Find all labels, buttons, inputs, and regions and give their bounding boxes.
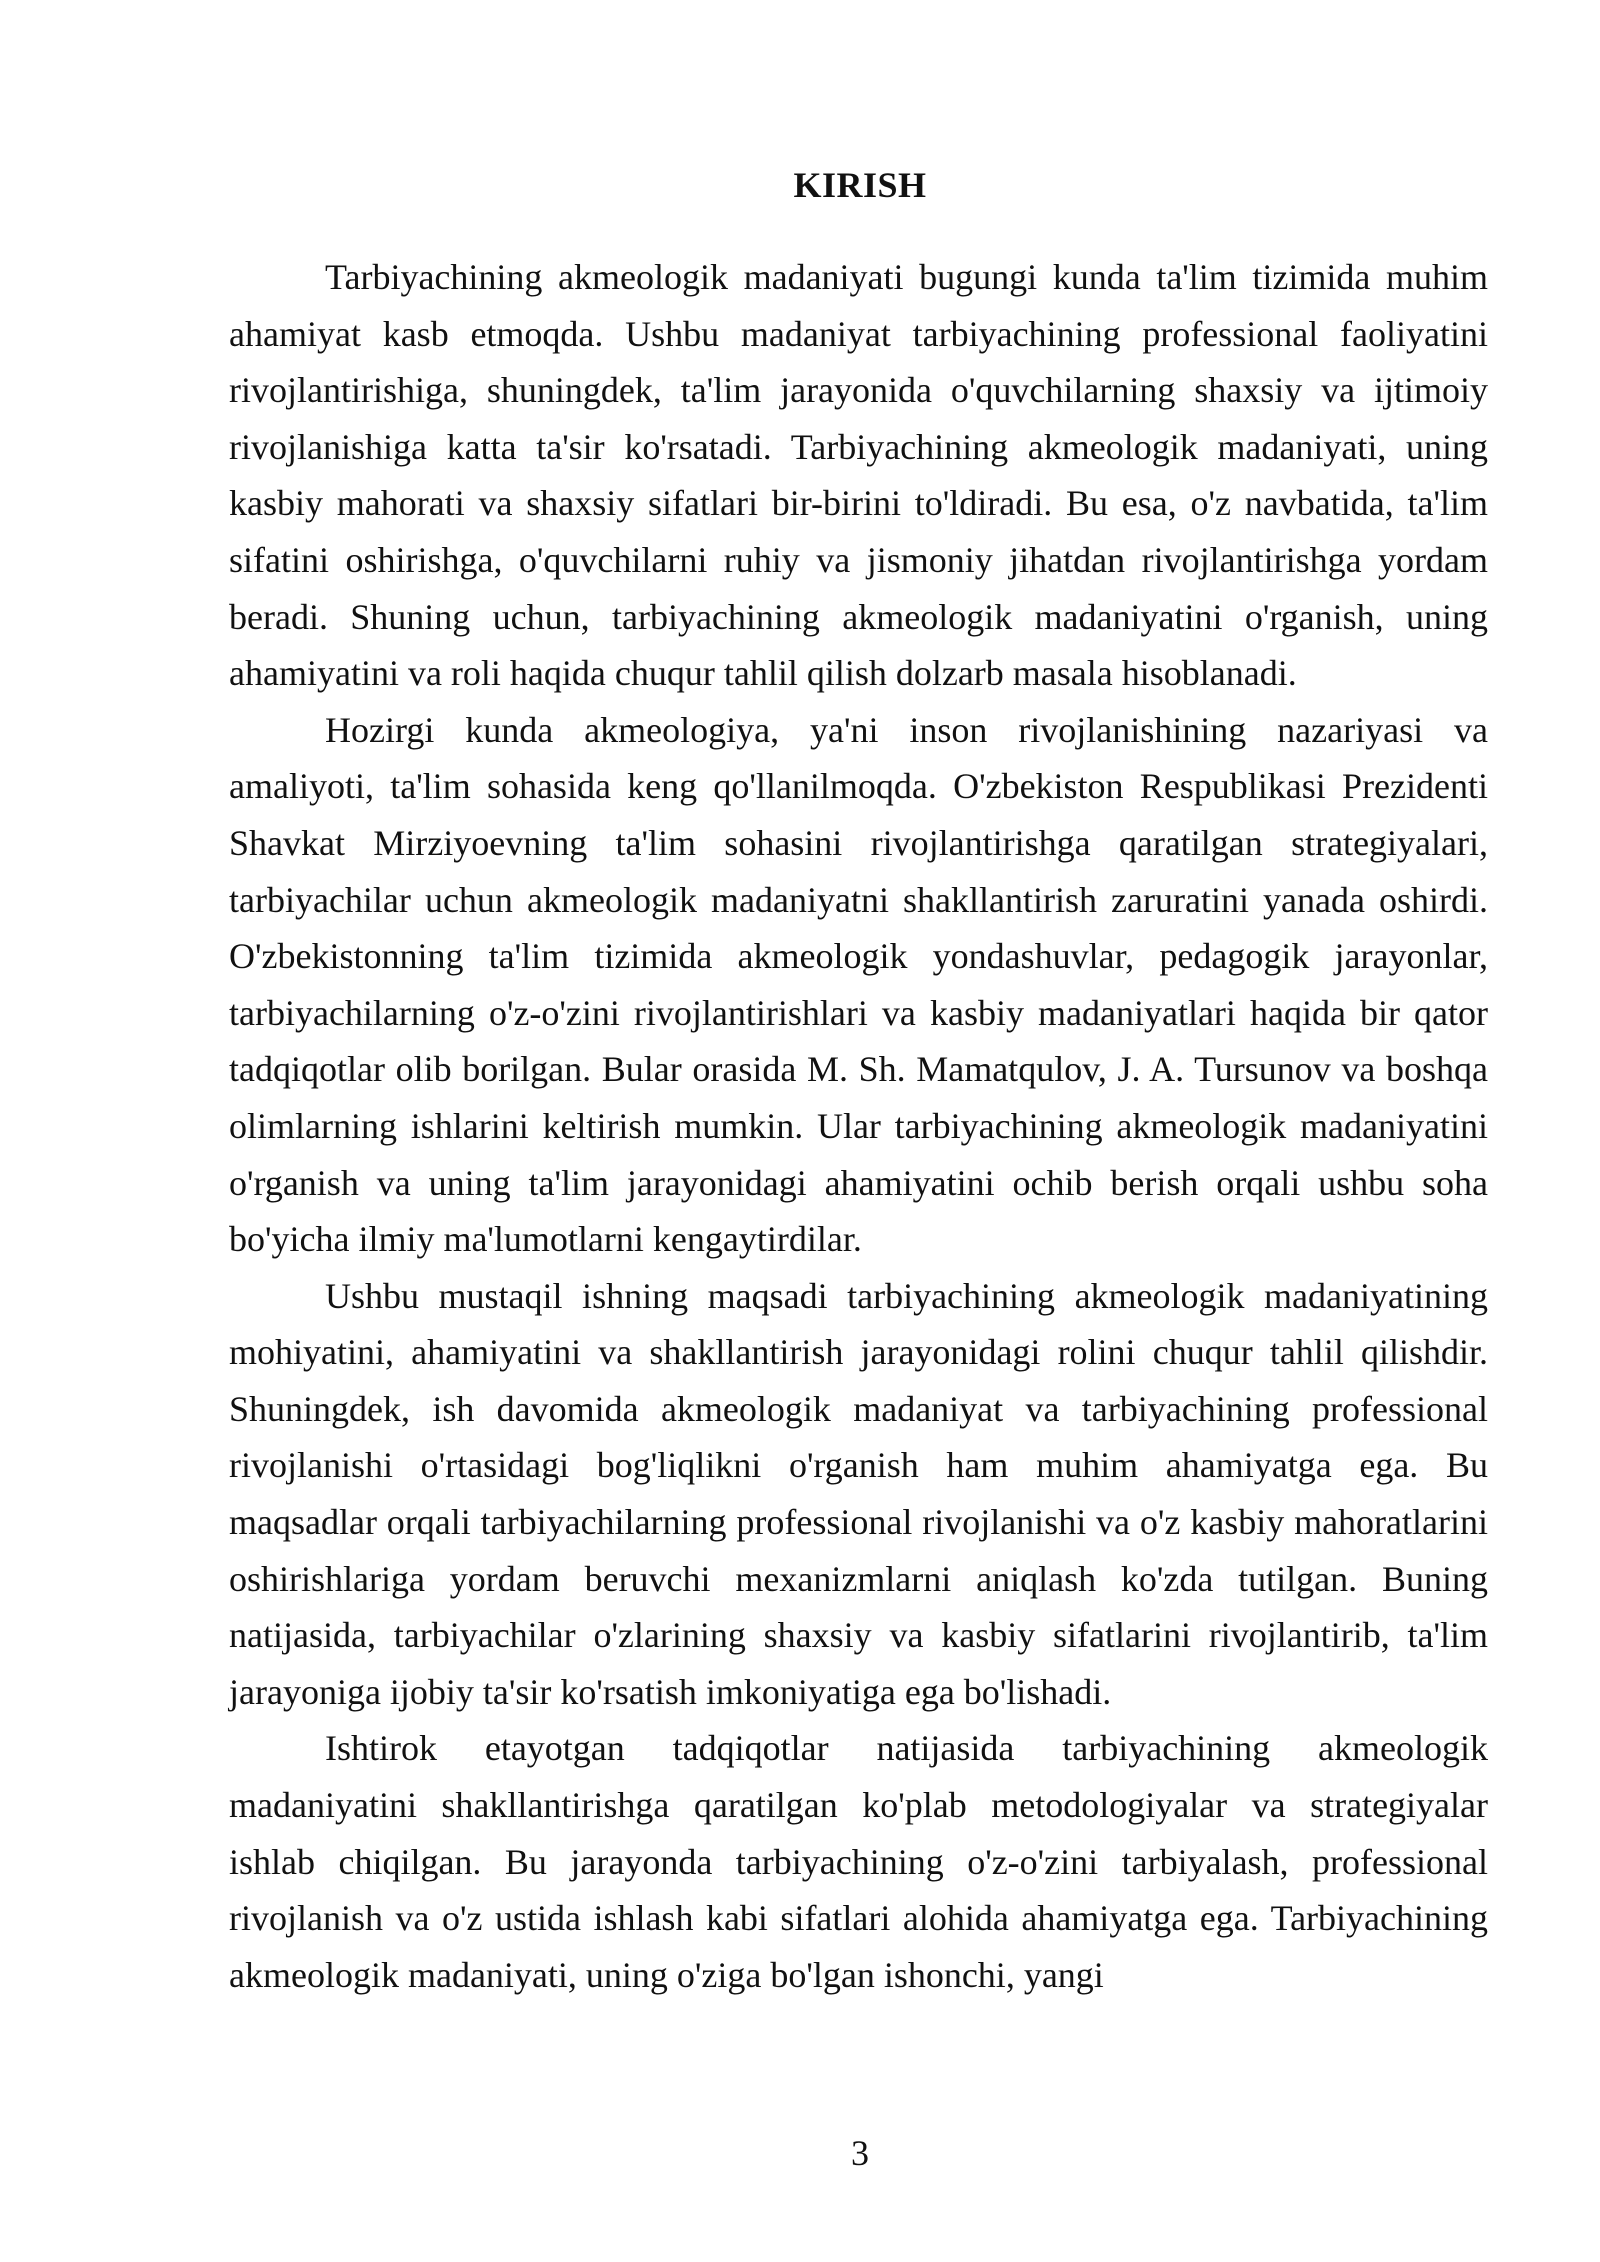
paragraph-3: Ushbu mustaqil ishning maqsadi tarbiyachining akmeologik madaniyatining mohiyatini, ahamiyatini va shakllantirish jarayonidagi rolini chuqur tahlil qilishdir. Shuningdek, ish davomida akmeologik madaniyat va tarbiyachining professional rivojlanishi o'rtasidagi bog'liqlikni o'rganish ham muhim ahamiyatga ega. Bu maqsadlar orqali tarbiyachilarning professional rivojlanishi va o'z kasbiy mahoratlarini oshirishlariga yordam beruvchi mexanizmlarni aniqlash ko'zda tutilgan. Buning natijasida, tarbiyachilar o'zlarining shaxsiy va kasbiy sifatlarini rivojlantirib, ta'lim jarayoniga ijobiy ta'sir ko'rsatish imkoniyatiga ega bo'lishadi. xyxy=(229,1275,1488,1712)
paragraph-1: Tarbiyachining akmeologik madaniyati bugungi kunda ta'lim tizimida muhim ahamiyat kasb etmoqda. Ushbu madaniyat tarbiyachining professional faoliyatini rivojlantirishiga, shuningdek, ta'lim jarayonida o'quvchilarning shaxsiy va ijtimoiy rivojlanishiga katta ta'sir ko'rsatadi. Tarbiyachining akmeologik madaniyati, uning kasbiy mahorati va shaxsiy sifatlari bir-birini to'ldiradi. Bu esa, o'z navbatida, ta'lim sifatini oshirishga, o'quvchilarni ruhiy va jismoniy jihatdan rivojlantirishga yordam beradi. Shuning uchun, tarbiyachining akmeologik madaniyatini o'rganish, uning ahamiyatini va roli haqida chuqur tahlil qilish dolzarb masala hisoblanadi. xyxy=(229,257,1488,694)
paragraph-2: Hozirgi kunda akmeologiya, ya'ni inson rivojlanishining nazariyasi va amaliyoti, ta'lim sohasida keng qo'llanilmoqda. O'zbekiston Respublikasi Prezidenti Shavkat Mirziyoevning ta'lim sohasini rivojlantirishga qaratilgan strategiyalari, tarbiyachilar uchun akmeologik madaniyatni shakllantirish zaruratini yanada oshirdi. O'zbekistonning ta'lim tizimida akmeologik yondashuvlar, pedagogik jarayonlar, tarbiyachilarning o'z-o'zini rivojlantirishlari va kasbiy madaniyatlari haqida bir qator tadqiqotlar olib borilgan. Bular orasida M. Sh. Mamatqulov, J. A. Tursunov va boshqa olimlarning ishlarini keltirish mumkin. Ular tarbiyachining akmeologik madaniyatini o'rganish va uning ta'lim jarayonidagi ahamiyatini ochib berish orqali ushbu soha bo'yicha ilmiy ma'lumotlarni kengaytirdilar. xyxy=(229,709,1488,1260)
page-number: 3 xyxy=(851,2133,869,2173)
paragraph-4: Ishtirok etayotgan tadqiqotlar natijasida tarbiyachining akmeologik madaniyatini shakllantirishga qaratilgan ko'plab metodologiyalar va strategiyalar ishlab chiqilgan. Bu jarayonda tarbiyachining o'z-o'zini tarbiyalash, professional rivojlanish va o'z ustida ishlash kabi sifatlari alohida ahamiyatga ega. Tarbiyachining akmeologik madaniyati, uning o'ziga bo'lgan ishonchi, yangi xyxy=(229,1728,1488,1995)
body-text xyxy=(229,249,1488,2003)
page-title: KIRISH xyxy=(793,165,927,205)
